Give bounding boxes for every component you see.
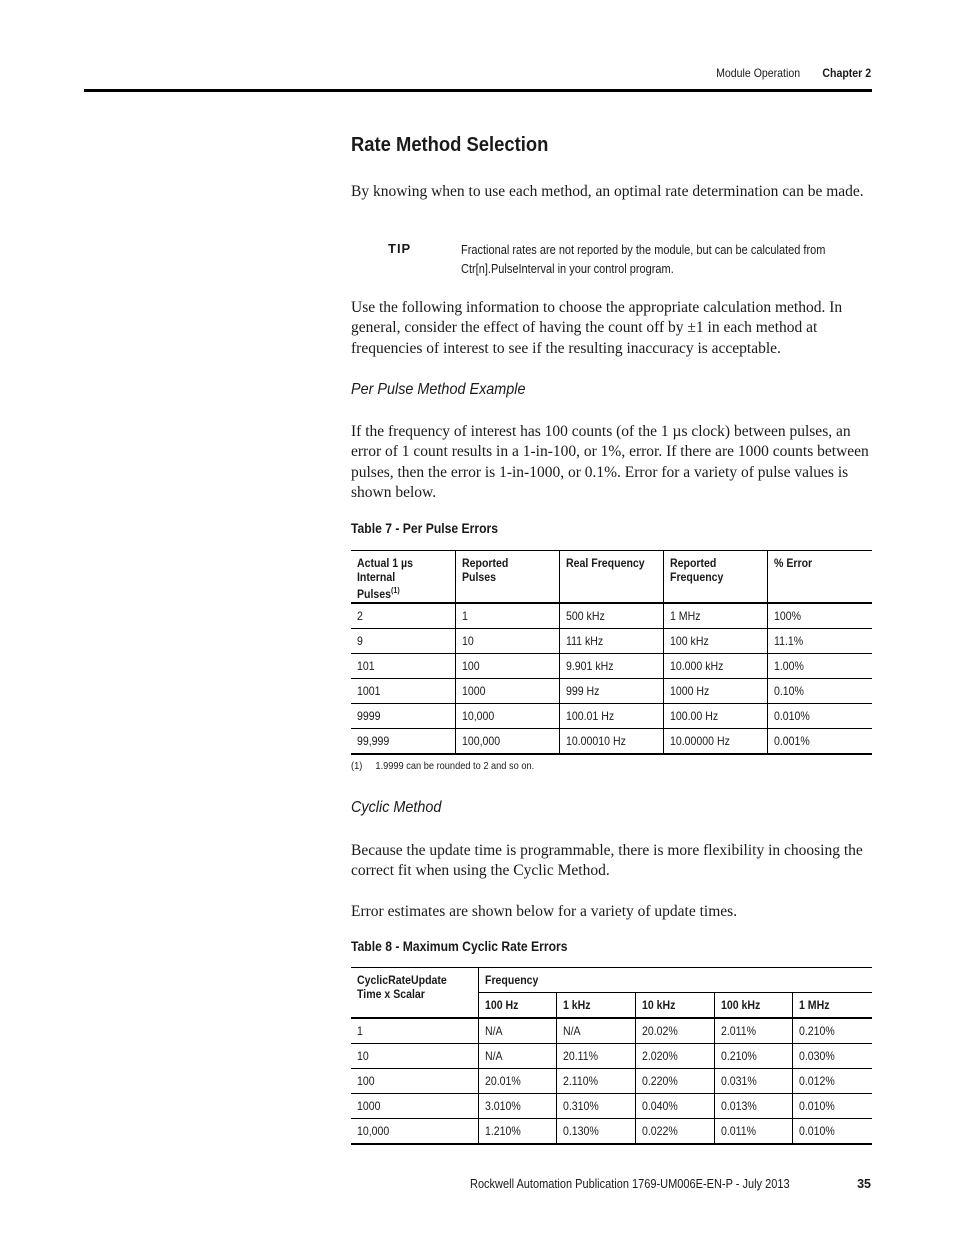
table-row: 10,000 1.210% 0.130% 0.022% 0.011% 0.010% (351, 1118, 872, 1144)
intro-paragraph: By knowing when to use each method, an optimal rate determination can be made. (351, 183, 864, 200)
column-header: 100 kHz (714, 993, 792, 1018)
column-header: 1 kHz (556, 993, 635, 1018)
table-row: 1000 3.010% 0.310% 0.040% 0.013% 0.010% (351, 1093, 872, 1118)
per-pulse-errors-table (351, 550, 872, 755)
column-header: % Error (767, 551, 872, 603)
page-number: 35 (857, 1177, 871, 1191)
table-row: 1 N/A N/A 20.02% 2.011% 0.210% (351, 1018, 872, 1044)
method-guidance (351, 298, 872, 359)
table-row: 9999 10,000 100.01 Hz 100.00 Hz 0.010% (351, 703, 872, 728)
column-header: 1 MHz (792, 993, 872, 1018)
table-row: 99,999 100,000 10.00010 Hz 10.00000 Hz 0.001% (351, 728, 872, 754)
running-header (716, 66, 871, 80)
table-row: 1001 1000 999 Hz 1000 Hz 0.10% (351, 678, 872, 703)
frequency-group-header: Frequency (478, 968, 872, 993)
cyclic-block-2 (351, 902, 872, 922)
column-header: Actual 1 µs Internal Pulses$^{(1)}$ (351, 551, 455, 603)
column-header: Reported Pulses (455, 551, 559, 603)
table-row: 10 N/A 20.11% 2.020% 0.210% 0.030% (351, 1043, 872, 1068)
table-row: 9 10 111 kHz 100 kHz 11.1% (351, 628, 872, 653)
intro-block (351, 182, 872, 202)
footnote-mark: (1) (391, 586, 400, 595)
publication-info: Rockwell Automation Publication 1769-UM006E-EN-P - July 2013 (470, 1177, 790, 1191)
page-title: Rate Method Selection (351, 134, 549, 156)
tip-label: TIP (388, 241, 412, 256)
table-row: 101 100 9.901 kHz 10.000 kHz 1.00% (351, 653, 872, 678)
cyclic-heading: Cyclic Method (351, 799, 442, 816)
guidance-paragraph: Use the following information to choose the appropriate calculation method. In general, consider the effect of having the count off by ±1 in each method at frequencies of interest to see if the resulting inaccuracy is acceptable. (351, 299, 843, 357)
header-chapter: Chapter 2 (822, 66, 871, 80)
column-header: Reported Frequency (663, 551, 767, 603)
table7-caption: Table 7 - Per Pulse Errors (351, 521, 498, 536)
table8-caption: Table 8 - Maximum Cyclic Rate Errors (351, 939, 568, 954)
cyclic-paragraph-2: Error estimates are shown below for a variety of update times. (351, 903, 738, 920)
tip-text: Fractional rates are not reported by the module, but can be calculated from Ctr[n].PulseInterval in your control program. (461, 243, 826, 276)
cyclic-paragraph-1: Because the update time is programmable, there is more flexibility in choosing the correct fit when using the Cyclic Method. (351, 842, 863, 880)
column-header: Real Frequency (559, 551, 663, 603)
table-row: 2 1 500 kHz 1 MHz 100% (351, 603, 872, 629)
per-pulse-paragraph: If the frequency of interest has 100 counts (of the 1 µs clock) between pulses, an error of 1 count results in a 1-in-100, or 1%, error. If there are 1000 counts between pulses, then the error is 1-in-1000, or 0.1%. Error for a variety of pulse values is shown below. (351, 423, 869, 501)
header-rule (84, 89, 872, 92)
column-header: 100 Hz (478, 993, 556, 1018)
table-row: 100 20.01% 2.110% 0.220% 0.031% 0.012% (351, 1068, 872, 1093)
footnote-text: 1.9999 can be rounded to 2 and so on. (375, 760, 535, 772)
column-header: 10 kHz (635, 993, 714, 1018)
per-pulse-block (351, 422, 872, 503)
per-pulse-heading: Per Pulse Method Example (351, 381, 526, 398)
cyclic-rate-errors-table (351, 967, 872, 1145)
header-section: Module Operation (716, 66, 800, 80)
row-header: CyclicRateUpdate Time x Scalar (351, 968, 478, 1018)
footnote-number: (1) (351, 760, 363, 772)
table7-footnote (351, 760, 534, 772)
cyclic-block-1 (351, 841, 872, 882)
